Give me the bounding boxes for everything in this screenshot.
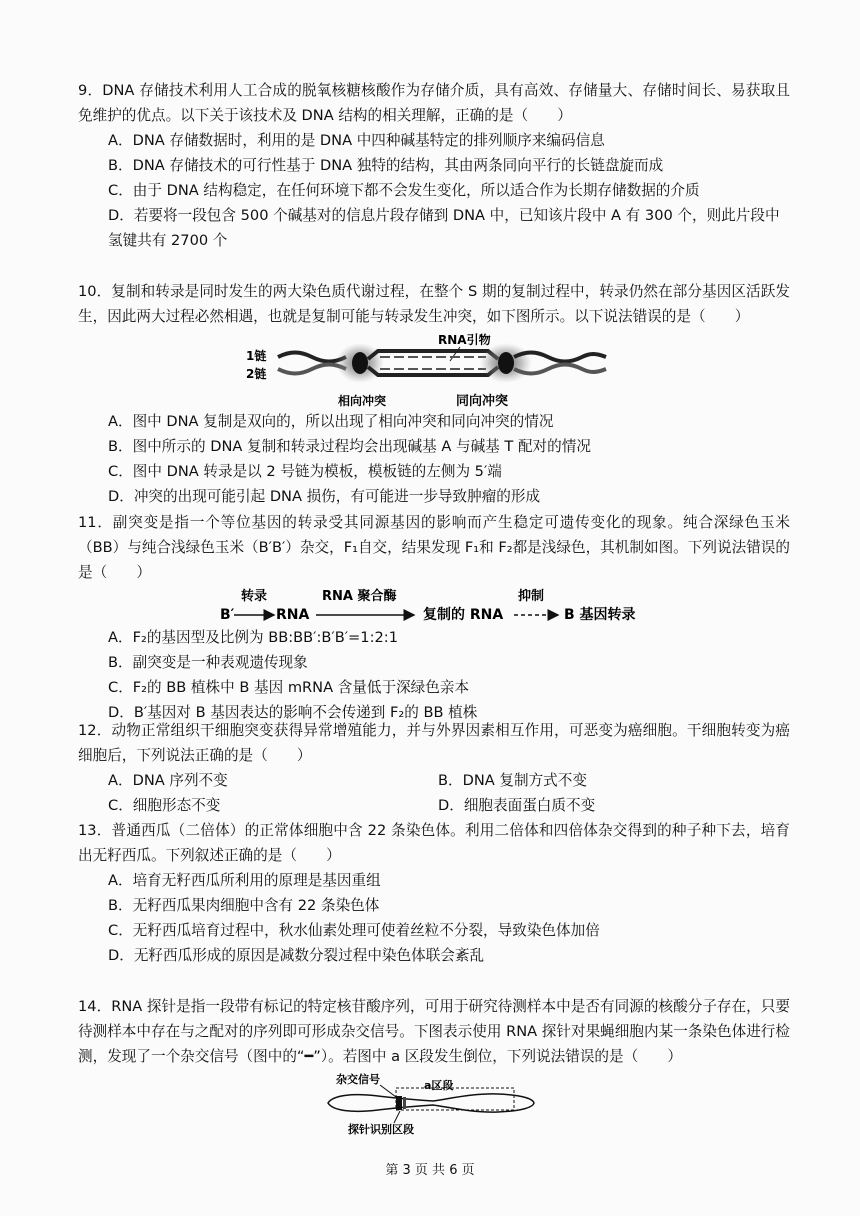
rna-primer-label: RNA引物 (438, 333, 491, 347)
question-9 (78, 78, 790, 253)
question-12-option-c: C．细胞形态不变 (108, 797, 221, 814)
question-10-option-a: A．图中 DNA 复制是双向的，所以出现了相向冲突和同向冲突的情况 (108, 413, 554, 430)
question-11 (78, 510, 790, 725)
page-footer: 第 3 页 共 6 页 (385, 1163, 475, 1178)
question-10-stem: 10．复制和转录是同时发生的两大染色质代谢过程，在整个 S 期的复制过程中，转录仍然在部分基因区活跃发生，因此两大过程必然相遇，也就是复制可能与转录发生冲突，如下图所示。以下说法错误的是（ ） (78, 283, 790, 325)
transcription-label: 转录 (241, 589, 268, 604)
chromosome-outline (328, 1094, 534, 1112)
strand-2-label: 2链 (246, 367, 267, 381)
probe-region-mark (403, 1097, 406, 1109)
question-12-option-b: B．DNA 复制方式不变 (438, 772, 587, 789)
strand-1-label: 1链 (246, 349, 267, 363)
question-11-option-c: C．F₂的 BB 植株中 B 基因 mRNA 含量低于深绿色亲本 (108, 679, 470, 696)
question-12 (78, 718, 790, 818)
hybridization-signal-mark (396, 1096, 402, 1110)
question-9-option-a: A．DNA 存储数据时，利用的是 DNA 中四种碱基特定的排列顺序来编码信息 (108, 132, 605, 149)
question-13-stem: 13．普通西瓜（二倍体）的正常体细胞中含 22 条染色体。利用二倍体和四倍体杂交得到的种子种下去，培育出无籽西瓜。下列叙述正确的是（ ） (78, 822, 790, 864)
question-12-option-d: D．细胞表面蛋白质不变 (438, 797, 596, 814)
probe-pointer (394, 1111, 400, 1123)
question-12-options-row-2 (78, 793, 790, 818)
question-9-option-c: C．由于 DNA 结构稳定，在任何环境下都不会发生变化，所以适合作为长期存储数据的介质 (108, 182, 700, 199)
paramutation-mechanism-figure (78, 585, 790, 625)
question-10-option-c: C．图中 DNA 转录是以 2 号链为模板，模板链的左侧为 5′端 (108, 463, 502, 480)
question-10-option-d: D．冲突的出现可能引起 DNA 损伤，有可能进一步导致肿瘤的形成 (108, 488, 541, 505)
left-replisome (352, 352, 368, 374)
right-replisome (498, 352, 514, 374)
b-gene-transcription-label: B 基因转录 (564, 607, 636, 623)
question-9-stem: 9．DNA 存储技术利用人工合成的脱氧核糖核酸作为存储介质，具有高效、存储量大、存储时间长、易获取且免维护的优点。以下关于该技术及 DNA 结构的相关理解，正确的是（ ） (78, 82, 790, 124)
question-12-option-a: A．DNA 序列不变 (108, 772, 228, 789)
hybridization-signal-label: 杂交信号 (336, 1073, 380, 1086)
left-double-helix (278, 353, 346, 374)
question-14 (78, 994, 790, 1135)
rna-node-label: RNA (276, 607, 310, 623)
chromosome-probe-figure (78, 1069, 790, 1135)
replication-conflict-diagram (78, 329, 790, 409)
co-directional-conflict-label: 同向冲突 (456, 394, 509, 409)
question-14-stem: 14．RNA 探针是指一段带有标记的特定核苷酸序列，可用于研究待测样本中是否有同源的核酸分子存在，只要待测样本中存在与之配对的序列即可形成杂交信号。下图表示使用 RNA 探针对果蝇细胞内某一条染色体进行检测，发现了一个杂交信号（图中的“━”）。若图中 a 区段发生倒位，下列说法错误的是（ ） (78, 998, 790, 1065)
paramutation-flow-diagram (78, 585, 790, 625)
rna-polymerase-label: RNA 聚合酶 (322, 589, 397, 604)
chromosome-diagram (78, 1069, 790, 1135)
question-13-option-c: C．无籽西瓜培育过程中，秋水仙素处理可使着丝粒不分裂，导致染色体加倍 (108, 922, 600, 939)
question-11-option-b: B．副突变是一种表观遗传现象 (108, 654, 308, 671)
replication-bubble (368, 351, 498, 375)
question-12-stem: 12．动物正常组织干细胞突变获得异常增殖能力，并与外界因素相互作用，可恶变为癌细胞。干细胞转变为癌细胞后，下列说法正确的是（ ） (78, 722, 790, 764)
signal-pointer (380, 1085, 396, 1097)
question-13 (78, 818, 790, 968)
head-on-conflict-label: 相向冲突 (338, 394, 387, 408)
question-9-option-b: B．DNA 存储技术的可行性基于 DNA 独特的结构，其由两条同向平行的长链盘旋而成 (108, 157, 664, 174)
question-11-option-a: A．F₂的基因型及比例为 BB:BB′:B′B′=1:2:1 (108, 629, 398, 646)
a-region-label: a区段 (424, 1079, 454, 1092)
b-prime-gene-label: B′ (220, 607, 235, 623)
question-12-options-row-1 (78, 768, 790, 793)
question-13-option-d: D．无籽西瓜形成的原因是减数分裂过程中染色体联会紊乱 (108, 947, 485, 964)
probe-recognition-label: 探针识别区段 (348, 1123, 414, 1135)
replication-transcription-figure (78, 329, 790, 409)
question-9-option-d: D．若要将一段包含 500 个碱基对的信息片段存储到 DNA 中，已知该片段中 A 有 300 个，则此片段中氢键共有 2700 个 (108, 207, 780, 249)
question-13-option-b: B．无籽西瓜果肉细胞中含有 22 条染色体 (108, 897, 380, 914)
question-11-stem: 11．副突变是指一个等位基因的转录受其同源基因的影响而产生稳定可遗传变化的现象。纯合深绿色玉米（BB）与纯合浅绿色玉米（B′B′）杂交，F₁自交，结果发现 F₁和 F₂都是浅绿色，其机制如图。下列说法错误的是（ ） (78, 514, 790, 581)
replicated-rna-label: 复制的 RNA (423, 607, 504, 623)
question-13-option-a: A．培育无籽西瓜所利用的原理是基因重组 (108, 872, 381, 889)
inhibition-label: 抑制 (518, 589, 545, 604)
question-11-option-d: D．B′基因对 B 基因表达的影响不会传递到 F₂的 BB 植株 (108, 704, 478, 721)
question-10-option-b: B．图中所示的 DNA 复制和转录过程均会出现碱基 A 与碱基 T 配对的情况 (108, 438, 591, 455)
question-10 (78, 279, 790, 509)
